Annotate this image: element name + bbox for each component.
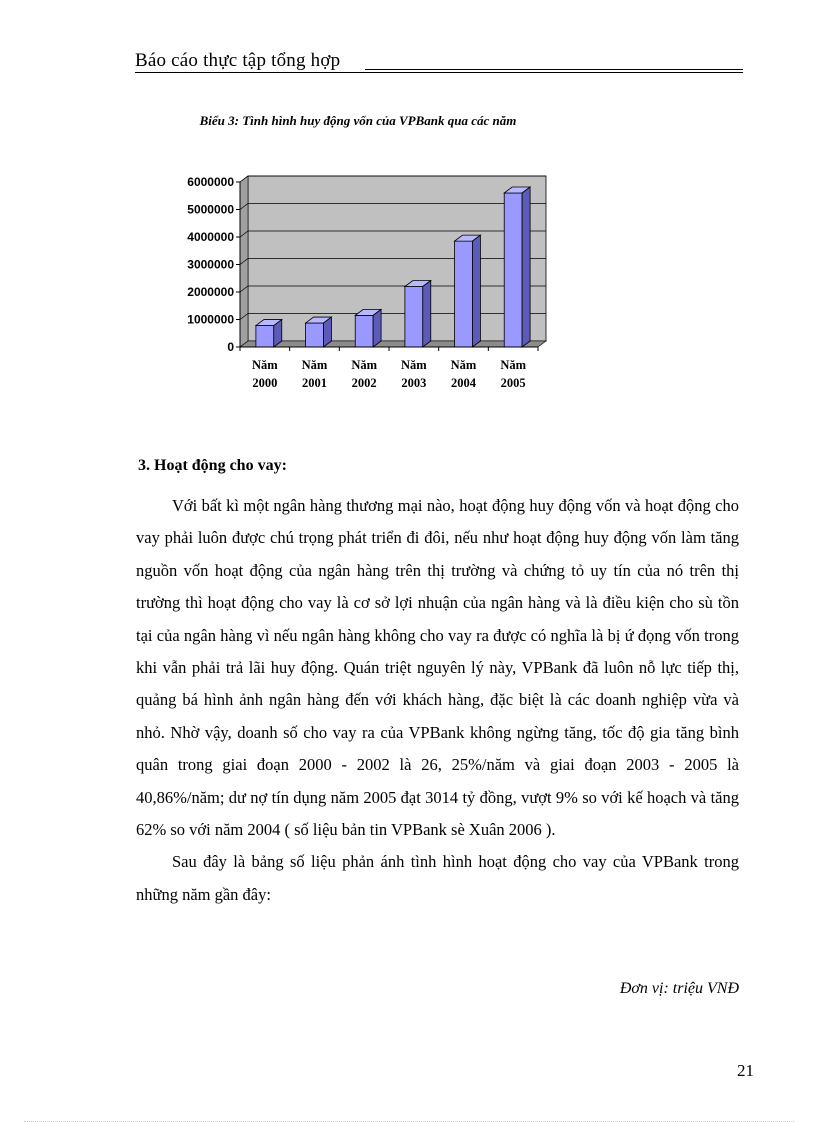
y-tick-label: 2000000 [187, 285, 234, 299]
x-tick-label-line1: Năm [351, 358, 378, 372]
paragraph-table-intro: Sau đây là bảng số liệu phản ánh tình hình hoạt động cho vay của VPBank trong những năm gần đây: [136, 852, 739, 904]
bar [405, 281, 431, 348]
section-heading: 3. Hoạt động cho vay: [138, 457, 287, 474]
deposit-bar-chart [160, 170, 580, 400]
bar-front [455, 241, 473, 347]
x-tick-label-line1: Năm [400, 358, 427, 372]
bar-side [373, 309, 381, 347]
bar-front [256, 326, 274, 347]
x-tick-label-line2: 2004 [451, 376, 476, 390]
bar-front [355, 315, 373, 347]
bar [455, 235, 481, 347]
body-text [136, 490, 739, 911]
bar-front [405, 287, 423, 348]
x-tick-label [401, 358, 427, 390]
x-tick-label [252, 358, 278, 390]
x-tick-label [302, 358, 328, 390]
x-tick-label [500, 358, 526, 390]
chart-title: Biểu 3: Tình hình huy động vốn của VPBank qua các năm [199, 113, 517, 128]
x-tick-label [351, 358, 377, 390]
x-tick-label-line1: Năm [251, 358, 278, 372]
y-tick-label: 6000000 [187, 175, 234, 189]
bar [355, 309, 381, 347]
header-rule-top [365, 69, 743, 70]
x-tick-label-line2: 2002 [351, 376, 377, 390]
x-tick-label-line1: Năm [301, 358, 328, 372]
y-tick-label: 0 [227, 340, 234, 354]
x-tick-label-line1: Năm [450, 358, 477, 372]
x-tick-label-line2: 2001 [302, 376, 327, 390]
x-tick-label-line2: 2005 [500, 376, 526, 390]
page-number: 21 [737, 1061, 754, 1080]
unit-note: Đơn vị: triệu VNĐ [619, 980, 739, 997]
y-tick-label: 5000000 [187, 202, 234, 217]
bar-front [306, 323, 324, 347]
bar [256, 320, 282, 347]
bar-front [504, 193, 522, 347]
paragraph-lending-overview: Với bất kì một ngân hàng thương mại nào, hoạt động huy động vốn và hoạt động cho vay phải luôn được chú trọng phát triển đi đôi, nếu như hoạt động huy động vốn làm tăng nguồn vốn hoạt động của ngân hàng trên thị trường và chứng tỏ uy tín của nó trên thị trường thì hoạt động cho vay là cơ sở lợi nhuận của ngân hàng và là điều kiện cho sù tồn tại của ngân hàng vì nếu ngân hàng không cho vay ra được có nghĩa là bị ứ đọng vốn trong khi vẫn phải trả lãi huy động. Quán triệt nguyên lý này, VPBank đã luôn nỗ lực tiếp thị, quảng bá hình ảnh ngân hàng đến với khách hàng, đặc biệt là các doanh nghiệp vừa và nhỏ. Nhờ vậy, doanh số cho vay ra của VPBank không ngừng tăng, tốc độ gia tăng bình quân trong giai đoạn 2000 - 2002 là 26, 25%/năm và giai đoạn 2003 - 2005 là 40,86%/năm; dư nợ tín dụng năm 2005 đạt 3014 tỷ đồng, vượt 9% so với kế hoạch và tăng 62% so với năm 2004 ( số liệu bản tin VPBank sè Xuân 2006 ). [136, 496, 739, 840]
x-tick-label-line2: 2003 [401, 376, 427, 390]
plot-floor [240, 341, 546, 347]
bar-side [522, 187, 530, 347]
header-title: Báo cáo thực tập tổng hợp [135, 50, 341, 71]
x-tick-label [451, 358, 477, 390]
bar [504, 187, 530, 347]
bar-side [472, 235, 480, 347]
x-tick-label-line2: 2000 [252, 376, 278, 390]
footer-dotted-line [24, 1121, 794, 1122]
bar-side [423, 281, 431, 348]
y-tick-label: 3000000 [187, 257, 234, 272]
x-tick-label-line1: Năm [500, 358, 527, 372]
bar [306, 317, 332, 347]
header-rule-bottom [135, 72, 743, 73]
y-tick-label: 1000000 [187, 312, 234, 327]
y-tick-label: 4000000 [187, 230, 234, 244]
